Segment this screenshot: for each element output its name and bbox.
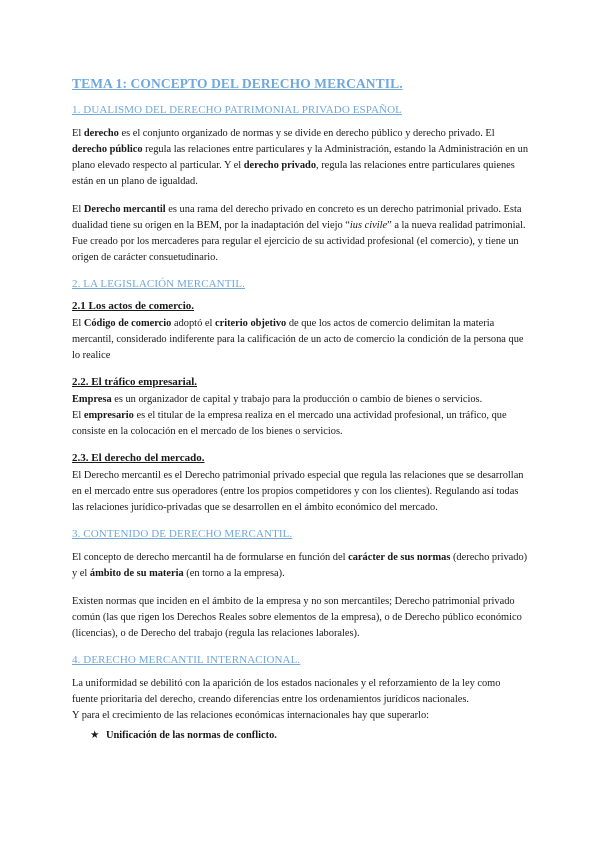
bullet-item-text: Unificación de las normas de conflicto. bbox=[106, 730, 277, 741]
bullet-item bbox=[90, 728, 528, 744]
subsection-2-1-paragraph: El Código de comercio adoptó el criterio objetivo de que los actos de comercio delimitan la materia mercantil, considerado indiferente para la calificación de un acto de comercio la condición de la persona que lo realice bbox=[72, 318, 524, 361]
section-4-paragraph-1: La uniformidad se debilitó con la aparición de los estados nacionales y el reforzamiento de la ley como fuente prioritaria del derecho, creando diferencias entre los ordenamientos jurídicos nacionales. bbox=[72, 678, 501, 705]
document-title: TEMA 1: CONCEPTO DEL DERECHO MERCANTIL. bbox=[72, 76, 403, 91]
section-3-heading: 3. CONTENIDO DE DERECHO MERCANTIL. bbox=[72, 528, 293, 540]
section-1-heading: 1. DUALISMO DEL DERECHO PATRIMONIAL PRIVADO ESPAÑOL bbox=[72, 104, 402, 116]
subsection-2-3-heading: 2.3. El derecho del mercado. bbox=[72, 452, 205, 464]
star-bullet-icon: ★ bbox=[90, 730, 100, 741]
section-1-paragraph-1: El derecho es el conjunto organizado de normas y se divide en derecho público y derecho privado. El derecho público regula las relaciones entre particulares y la Administración, estando la Administración en un plano elevado respecto al particular. Y el derecho privado, regula las relaciones entre particulares quienes están en un plano de igualdad. bbox=[72, 128, 529, 187]
section-3-paragraph-2: Existen normas que inciden en el ámbito de la empresa y no son mercantiles; Derecho patrimonial privado común (las que rigen los Derechos Reales sobre elementos de la empresa), o de Derecho público económico (licencias), o de Derecho del trabajo (regula las relaciones laborales). bbox=[72, 596, 522, 639]
subsection-2-2-paragraph-1: Empresa es un organizador de capital y trabajo para la producción o cambio de bienes o servicios. bbox=[72, 394, 483, 405]
subsection-2-1-heading: 2.1 Los actos de comercio. bbox=[72, 300, 194, 312]
section-4-heading: 4. DERECHO MERCANTIL INTERNACIONAL. bbox=[72, 654, 301, 666]
subsection-2-2-heading: 2.2. El tráfico empresarial. bbox=[72, 376, 198, 388]
subsection-2-3-paragraph: El Derecho mercantil es el Derecho patrimonial privado especial que regula las relaciones que se desarrollan en el mercado entre sus operadores (entre los propios competidores y con los clientes). Regulando así todas las relaciones jurídico-privadas que se desarrollen en el ámbito económico del mercado. bbox=[72, 470, 524, 513]
subsection-2-2-paragraph-2: El empresario es el titular de la empresa realiza en el mercado una actividad profesional, un tráfico, que consiste en la colocación en el mercado de los bienes o servicios. bbox=[72, 410, 507, 437]
section-4-paragraph-2: Y para el crecimiento de las relaciones económicas internacionales hay que superarlo: bbox=[72, 710, 430, 721]
section-1-paragraph-2: El Derecho mercantil es una rama del derecho privado en concreto es un derecho patrimonial privado. Esta dualidad tiene su origen en la BEM, por la inadaptación del viejo “ius civile” a la nueva realidad patrimonial. Fue creado por los mercaderes para regular el ejercicio de su actividad profesional (el comercio), y tiene un origen de carácter consuetudinario. bbox=[72, 204, 526, 263]
section-2-heading: 2. LA LEGISLACIÓN MERCANTIL. bbox=[72, 278, 245, 290]
section-3-paragraph-1: El concepto de derecho mercantil ha de formularse en función del carácter de sus normas (derecho privado) y el ámbito de su materia (en torno a la empresa). bbox=[72, 552, 528, 579]
